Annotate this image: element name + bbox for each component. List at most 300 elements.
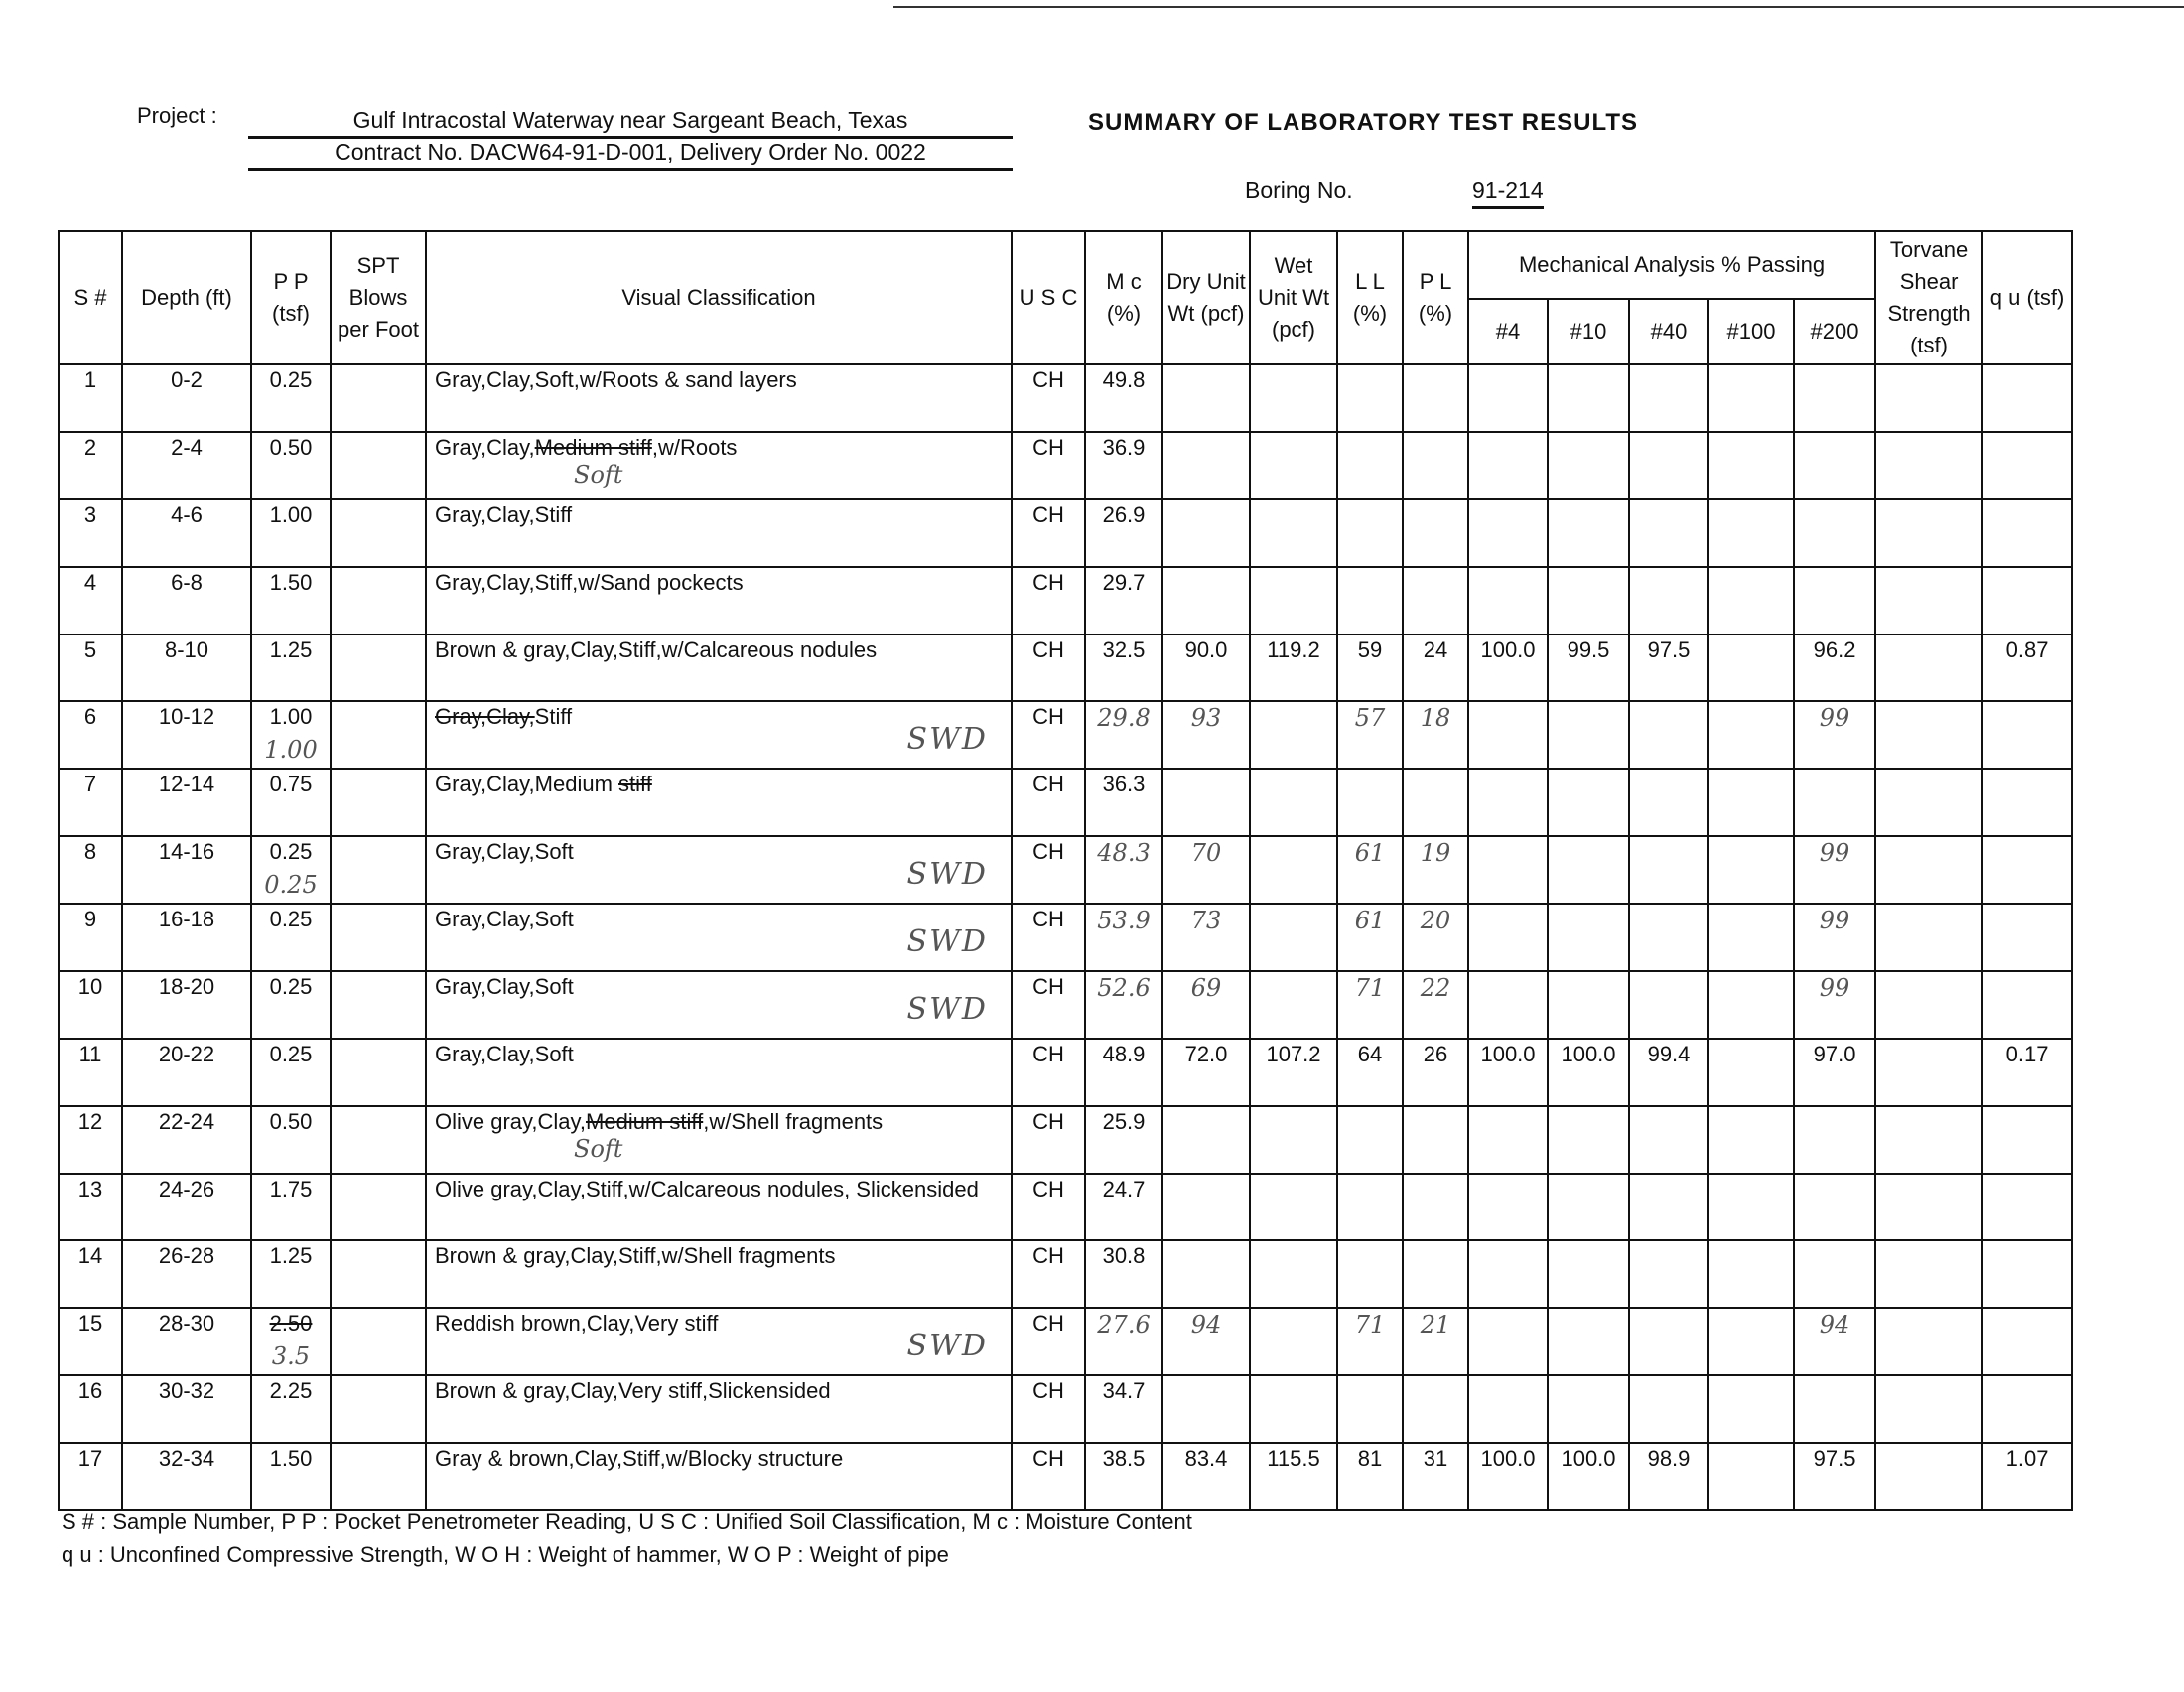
wet-unit-wt-cell (1250, 769, 1337, 836)
pl-cell: 19 (1403, 836, 1468, 904)
pp-handwritten: 1.00 (264, 736, 318, 765)
no4-cell: 100.0 (1468, 1443, 1548, 1510)
visual-text: Gray,Clay,Stiff (435, 501, 573, 527)
sample-number: 1 (59, 364, 122, 432)
wet-unit-wt-cell (1250, 364, 1337, 432)
legend-line-1: S # : Sample Number, P P : Pocket Penetrometer Reading, U S C : Unified Soil Classification, M c : Moisture Content (62, 1509, 1192, 1534)
torvane-cell (1875, 1174, 1982, 1241)
depth-cell: 26-28 (122, 1240, 251, 1308)
wet-unit-wt-cell (1250, 1240, 1337, 1308)
qu-cell (1982, 1240, 2072, 1308)
ll-cell: 71 (1337, 1308, 1403, 1375)
sample-number: 17 (59, 1443, 122, 1510)
pp-cell (251, 364, 331, 432)
swd-mark: SWD (906, 924, 988, 959)
qu-cell (1982, 904, 2072, 971)
usc-cell: CH (1012, 1308, 1085, 1375)
no10-cell (1548, 701, 1629, 769)
visual-classification-cell (426, 971, 1012, 1039)
no200-cell: 99 (1794, 836, 1875, 904)
pp-value: 0.50 (269, 1108, 313, 1134)
no200-cell (1794, 567, 1875, 634)
sample-number: 12 (59, 1106, 122, 1174)
moisture-cell: 52.6 (1085, 971, 1162, 1039)
visual-text-after: Stiff (534, 704, 573, 730)
no4-cell (1468, 1240, 1548, 1308)
torvane-cell (1875, 1106, 1982, 1174)
no40-cell: 97.5 (1629, 634, 1708, 702)
swd-mark: SWD (906, 857, 988, 893)
no4-cell (1468, 1106, 1548, 1174)
pp-cell (251, 1106, 331, 1174)
no200-cell: 97.0 (1794, 1039, 1875, 1106)
dry-unit-wt-cell: 94 (1162, 1308, 1250, 1375)
spt-cell (331, 634, 426, 702)
moisture-cell: 38.5 (1085, 1443, 1162, 1510)
table-row (59, 1240, 2072, 1308)
spt-cell (331, 364, 426, 432)
depth-cell: 16-18 (122, 904, 251, 971)
depth-cell: 18-20 (122, 971, 251, 1039)
depth-cell: 4-6 (122, 499, 251, 567)
visual-struck-text: Gray,Clay, (435, 704, 535, 730)
sample-number: 5 (59, 634, 122, 702)
no100-cell (1708, 769, 1794, 836)
col-moisture: M c (%) (1085, 231, 1162, 364)
no10-cell (1548, 769, 1629, 836)
moisture-cell: 30.8 (1085, 1240, 1162, 1308)
qu-cell (1982, 432, 2072, 499)
no100-cell (1708, 1443, 1794, 1510)
visual-text: Olive gray,Clay,Stiff,w/Calcareous nodules, Slickensided (435, 1176, 979, 1201)
usc-cell: CH (1012, 1174, 1085, 1241)
visual-classification-cell (426, 1308, 1012, 1375)
no4-cell: 100.0 (1468, 634, 1548, 702)
visual-classification-cell (426, 701, 1012, 769)
no200-cell (1794, 432, 1875, 499)
torvane-cell (1875, 701, 1982, 769)
col-dry-unit-wt: Dry Unit Wt (pcf) (1162, 231, 1250, 364)
moisture-cell: 53.9 (1085, 904, 1162, 971)
sample-number: 15 (59, 1308, 122, 1375)
project-name: Gulf Intracostal Waterway near Sargeant Beach, Texas (248, 107, 1013, 139)
col-ll: L L (%) (1337, 231, 1403, 364)
table-row (59, 904, 2072, 971)
no10-cell (1548, 1106, 1629, 1174)
dry-unit-wt-cell: 90.0 (1162, 634, 1250, 702)
visual-text: Brown & gray,Clay,Stiff,w/Shell fragments (435, 1243, 836, 1269)
moisture-cell: 27.6 (1085, 1308, 1162, 1375)
qu-cell: 0.17 (1982, 1039, 2072, 1106)
no100-cell (1708, 1039, 1794, 1106)
no4-cell (1468, 836, 1548, 904)
dry-unit-wt-cell: 73 (1162, 904, 1250, 971)
col-no10: #10 (1548, 299, 1629, 364)
pp-value: 1.00 (269, 501, 313, 527)
sample-number: 10 (59, 971, 122, 1039)
sample-number: 11 (59, 1039, 122, 1106)
torvane-cell (1875, 634, 1982, 702)
spt-cell (331, 1308, 426, 1375)
depth-cell: 8-10 (122, 634, 251, 702)
dry-unit-wt-cell (1162, 1375, 1250, 1443)
page-title: SUMMARY OF LABORATORY TEST RESULTS (1088, 109, 1639, 136)
legend-line-2: q u : Unconfined Compressive Strength, W O H : Weight of hammer, W O P : Weight of pipe (62, 1542, 949, 1567)
table-row (59, 499, 2072, 567)
pp-cell (251, 769, 331, 836)
pp-value: 0.50 (269, 434, 313, 460)
usc-cell: CH (1012, 1240, 1085, 1308)
visual-classification-cell (426, 836, 1012, 904)
pp-cell (251, 1174, 331, 1241)
col-depth: Depth (ft) (122, 231, 251, 364)
no100-cell (1708, 499, 1794, 567)
spt-cell (331, 1039, 426, 1106)
pp-handwritten: 3.5 (271, 1342, 311, 1371)
moisture-cell: 36.9 (1085, 432, 1162, 499)
no4-cell: 100.0 (1468, 1039, 1548, 1106)
dry-unit-wt-cell (1162, 1240, 1250, 1308)
no10-cell (1548, 499, 1629, 567)
no100-cell (1708, 1174, 1794, 1241)
no200-cell: 94 (1794, 1308, 1875, 1375)
moisture-cell: 26.9 (1085, 499, 1162, 567)
sample-number: 9 (59, 904, 122, 971)
wet-unit-wt-cell (1250, 567, 1337, 634)
visual-classification-cell (426, 1106, 1012, 1174)
usc-cell: CH (1012, 701, 1085, 769)
pl-cell: 21 (1403, 1308, 1468, 1375)
wet-unit-wt-cell (1250, 904, 1337, 971)
dry-unit-wt-cell (1162, 769, 1250, 836)
torvane-cell (1875, 1039, 1982, 1106)
pl-cell: 20 (1403, 904, 1468, 971)
dry-unit-wt-cell: 72.0 (1162, 1039, 1250, 1106)
moisture-cell: 24.7 (1085, 1174, 1162, 1241)
dry-unit-wt-cell (1162, 1106, 1250, 1174)
pp-value: 1.25 (269, 636, 313, 662)
visual-text-after: ,w/Roots (651, 434, 738, 460)
pp-cell (251, 701, 331, 769)
no100-cell (1708, 701, 1794, 769)
pp-cell (251, 432, 331, 499)
no10-cell (1548, 364, 1629, 432)
spt-cell (331, 836, 426, 904)
pp-handwritten: 0.25 (264, 871, 318, 900)
pl-cell: 18 (1403, 701, 1468, 769)
usc-cell: CH (1012, 836, 1085, 904)
pp-cell (251, 971, 331, 1039)
torvane-cell (1875, 499, 1982, 567)
visual-struck-text: stiff (618, 772, 652, 797)
visual-classification-cell (426, 364, 1012, 432)
no200-cell (1794, 364, 1875, 432)
boring-number: 91-214 (1472, 177, 1544, 209)
depth-cell: 12-14 (122, 769, 251, 836)
visual-text-after: ,w/Shell fragments (703, 1108, 884, 1134)
visual-text: Gray,Clay,Stiff,w/Sand pockects (435, 569, 744, 595)
no200-cell: 99 (1794, 904, 1875, 971)
ll-cell (1337, 1240, 1403, 1308)
visual-classification-cell (426, 1240, 1012, 1308)
visual-classification-cell (426, 634, 1012, 702)
usc-cell: CH (1012, 1039, 1085, 1106)
no40-cell (1629, 769, 1708, 836)
torvane-cell (1875, 1375, 1982, 1443)
no100-cell (1708, 904, 1794, 971)
ll-cell (1337, 769, 1403, 836)
visual-text: Gray & brown,Clay,Stiff,w/Blocky structure (435, 1446, 844, 1471)
pl-cell (1403, 364, 1468, 432)
no4-cell (1468, 567, 1548, 634)
col-visual-classification: Visual Classification (426, 231, 1012, 364)
pp-cell (251, 634, 331, 702)
ll-cell: 57 (1337, 701, 1403, 769)
spt-cell (331, 499, 426, 567)
no4-cell (1468, 1174, 1548, 1241)
no40-cell: 99.4 (1629, 1039, 1708, 1106)
col-pl: P L (%) (1403, 231, 1468, 364)
pl-cell (1403, 1240, 1468, 1308)
pp-value: 0.25 (269, 839, 313, 865)
sample-number: 2 (59, 432, 122, 499)
dry-unit-wt-cell (1162, 499, 1250, 567)
dry-unit-wt-cell (1162, 432, 1250, 499)
spt-cell (331, 971, 426, 1039)
qu-cell (1982, 1106, 2072, 1174)
table-row (59, 836, 2072, 904)
pp-value: 0.25 (269, 1041, 313, 1066)
visual-classification-cell (426, 1443, 1012, 1510)
moisture-cell: 36.3 (1085, 769, 1162, 836)
project-label: Project : (137, 103, 217, 128)
pp-value: 2.50 (269, 1311, 313, 1337)
visual-text: Gray,Clay,Soft (435, 839, 574, 865)
visual-classification-cell (426, 499, 1012, 567)
table-row (59, 769, 2072, 836)
wet-unit-wt-cell: 115.5 (1250, 1443, 1337, 1510)
visual-text: Gray,Clay,Soft (435, 973, 574, 999)
ll-cell: 59 (1337, 634, 1403, 702)
spt-cell (331, 1443, 426, 1510)
pp-value: 2.25 (269, 1378, 313, 1404)
pl-cell (1403, 1106, 1468, 1174)
col-no4: #4 (1468, 299, 1548, 364)
wet-unit-wt-cell: 107.2 (1250, 1039, 1337, 1106)
depth-cell: 2-4 (122, 432, 251, 499)
table-row (59, 1443, 2072, 1510)
pp-cell (251, 1039, 331, 1106)
col-spt: SPT Blows per Foot (331, 231, 426, 364)
spt-cell (331, 1174, 426, 1241)
sample-number: 14 (59, 1240, 122, 1308)
usc-cell: CH (1012, 499, 1085, 567)
wet-unit-wt-cell (1250, 1174, 1337, 1241)
col-mechanical-analysis: Mechanical Analysis % Passing (1468, 231, 1875, 299)
visual-handwritten: Soft (574, 460, 623, 489)
table-row (59, 1174, 2072, 1241)
no4-cell (1468, 971, 1548, 1039)
no200-cell: 97.5 (1794, 1443, 1875, 1510)
visual-classification-cell (426, 1039, 1012, 1106)
qu-cell (1982, 769, 2072, 836)
pl-cell (1403, 432, 1468, 499)
no10-cell (1548, 1174, 1629, 1241)
sample-number: 6 (59, 701, 122, 769)
no100-cell (1708, 364, 1794, 432)
spt-cell (331, 1106, 426, 1174)
qu-cell (1982, 701, 2072, 769)
wet-unit-wt-cell (1250, 432, 1337, 499)
no10-cell: 99.5 (1548, 634, 1629, 702)
visual-text: Brown & gray,Clay,Very stiff,Slickensided (435, 1378, 831, 1404)
depth-cell: 32-34 (122, 1443, 251, 1510)
visual-text: Gray,Clay,Soft (435, 907, 574, 931)
table-row (59, 1039, 2072, 1106)
dry-unit-wt-cell: 83.4 (1162, 1443, 1250, 1510)
table-row (59, 364, 2072, 432)
ll-cell: 61 (1337, 836, 1403, 904)
ll-cell (1337, 364, 1403, 432)
no40-cell (1629, 1375, 1708, 1443)
no10-cell (1548, 1375, 1629, 1443)
moisture-cell: 49.8 (1085, 364, 1162, 432)
sample-number: 8 (59, 836, 122, 904)
no4-cell (1468, 499, 1548, 567)
no4-cell (1468, 904, 1548, 971)
pp-value: 0.25 (269, 973, 313, 999)
pp-value: 0.25 (269, 367, 313, 392)
contract-number: Contract No. DACW64-91-D-001, Delivery Order No. 0022 (248, 139, 1013, 171)
col-sample-number: S # (59, 231, 122, 364)
col-pp: P P (tsf) (251, 231, 331, 364)
no100-cell (1708, 1106, 1794, 1174)
spt-cell (331, 1240, 426, 1308)
table-row (59, 567, 2072, 634)
usc-cell: CH (1012, 1443, 1085, 1510)
no100-cell (1708, 634, 1794, 702)
usc-cell: CH (1012, 1375, 1085, 1443)
usc-cell: CH (1012, 432, 1085, 499)
visual-handwritten: Soft (574, 1134, 623, 1163)
dry-unit-wt-cell (1162, 364, 1250, 432)
depth-cell: 10-12 (122, 701, 251, 769)
sample-number: 7 (59, 769, 122, 836)
depth-cell: 14-16 (122, 836, 251, 904)
dry-unit-wt-cell: 69 (1162, 971, 1250, 1039)
qu-cell: 1.07 (1982, 1443, 2072, 1510)
pp-value: 1.00 (269, 704, 313, 730)
no40-cell: 98.9 (1629, 1443, 1708, 1510)
depth-cell: 6-8 (122, 567, 251, 634)
swd-mark: SWD (906, 1329, 988, 1364)
pp-cell (251, 1308, 331, 1375)
pp-value: 0.25 (269, 907, 313, 931)
qu-cell (1982, 364, 2072, 432)
spt-cell (331, 1375, 426, 1443)
no10-cell (1548, 904, 1629, 971)
usc-cell: CH (1012, 634, 1085, 702)
visual-text: Gray,Clay,Soft,w/Roots & sand layers (435, 367, 797, 392)
pl-cell: 24 (1403, 634, 1468, 702)
top-rule (893, 6, 2184, 8)
pp-cell (251, 499, 331, 567)
no200-cell (1794, 1174, 1875, 1241)
torvane-cell (1875, 432, 1982, 499)
pp-cell (251, 1240, 331, 1308)
no10-cell (1548, 971, 1629, 1039)
no100-cell (1708, 432, 1794, 499)
dry-unit-wt-cell: 93 (1162, 701, 1250, 769)
table-row (59, 432, 2072, 499)
table-row (59, 1106, 2072, 1174)
visual-classification-cell (426, 904, 1012, 971)
depth-cell: 24-26 (122, 1174, 251, 1241)
no40-cell (1629, 1240, 1708, 1308)
no100-cell (1708, 836, 1794, 904)
no10-cell: 100.0 (1548, 1039, 1629, 1106)
usc-cell: CH (1012, 971, 1085, 1039)
no10-cell (1548, 432, 1629, 499)
sample-number: 4 (59, 567, 122, 634)
wet-unit-wt-cell (1250, 1106, 1337, 1174)
visual-text: Olive gray,Clay, (435, 1108, 587, 1134)
col-no200: #200 (1794, 299, 1875, 364)
no200-cell (1794, 1375, 1875, 1443)
spt-cell (331, 904, 426, 971)
visual-text: Gray,Clay,Soft (435, 1041, 574, 1066)
results-table (58, 230, 2073, 1511)
dry-unit-wt-cell (1162, 567, 1250, 634)
col-no100: #100 (1708, 299, 1794, 364)
no40-cell (1629, 836, 1708, 904)
visual-classification-cell (426, 769, 1012, 836)
no10-cell (1548, 1308, 1629, 1375)
no40-cell (1629, 432, 1708, 499)
depth-cell: 28-30 (122, 1308, 251, 1375)
pl-cell (1403, 769, 1468, 836)
sample-number: 16 (59, 1375, 122, 1443)
sample-number: 3 (59, 499, 122, 567)
no40-cell (1629, 1174, 1708, 1241)
no200-cell (1794, 1106, 1875, 1174)
dry-unit-wt-cell: 70 (1162, 836, 1250, 904)
ll-cell (1337, 567, 1403, 634)
no4-cell (1468, 1375, 1548, 1443)
qu-cell (1982, 836, 2072, 904)
table-row (59, 1308, 2072, 1375)
visual-classification-cell (426, 1174, 1012, 1241)
no4-cell (1468, 364, 1548, 432)
wet-unit-wt-cell (1250, 701, 1337, 769)
visual-classification-cell (426, 567, 1012, 634)
depth-cell: 22-24 (122, 1106, 251, 1174)
wet-unit-wt-cell (1250, 971, 1337, 1039)
torvane-cell (1875, 904, 1982, 971)
usc-cell: CH (1012, 1106, 1085, 1174)
no40-cell (1629, 499, 1708, 567)
no4-cell (1468, 432, 1548, 499)
wet-unit-wt-cell (1250, 1375, 1337, 1443)
qu-cell (1982, 499, 2072, 567)
pl-cell: 22 (1403, 971, 1468, 1039)
spt-cell (331, 701, 426, 769)
depth-cell: 20-22 (122, 1039, 251, 1106)
visual-text: Gray,Clay,Medium (435, 772, 619, 797)
no4-cell (1468, 1308, 1548, 1375)
no10-cell: 100.0 (1548, 1443, 1629, 1510)
table-row (59, 1375, 2072, 1443)
